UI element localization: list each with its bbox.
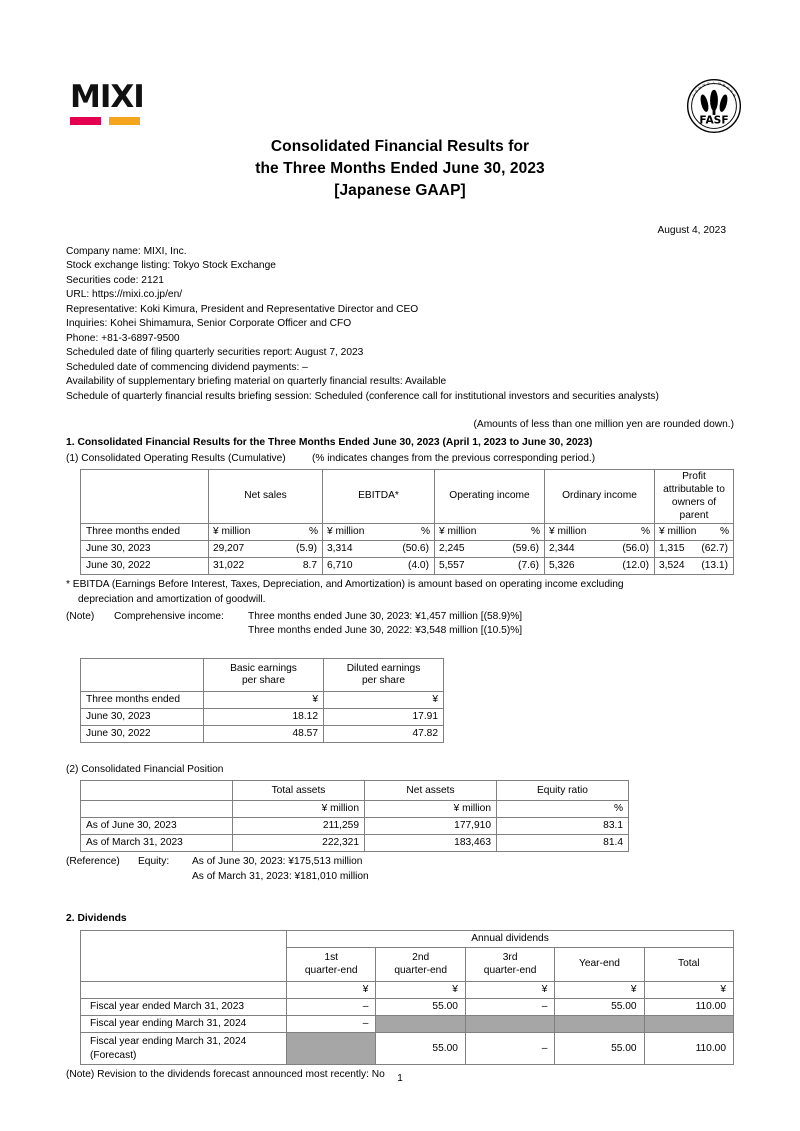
comprehensive-income-2023: Three months ended June 30, 2023: ¥1,457 million [(58.9)%] [248,610,523,622]
unit-percent: % [719,526,729,538]
cell-basic-eps: 18.12 [204,709,324,726]
reference-label: (Reference) [66,856,120,868]
equity-label: Equity: [138,856,170,868]
table-row [81,835,629,852]
unit-yen-q1: ¥ [287,982,376,999]
cell-q1: – [287,999,376,1016]
cell-value: 3,314 [327,543,353,555]
row-label: June 30, 2023 [81,709,204,726]
cell-equity-ratio: 83.1 [497,818,629,835]
header-diluted-eps [324,659,444,692]
company-info-block [66,245,734,404]
cell-value: 31,022 [213,560,245,572]
unit-operating-income [435,524,545,541]
header-total-assets: Total assets [233,781,365,801]
release-date: August 4, 2023 [657,225,726,236]
title-line-1: Consolidated Financial Results for [270,138,530,155]
unit-yen-million: ¥ million [327,526,365,538]
table-row [81,726,444,743]
title-line-2: the Three Months Ended June 30, 2023 [255,160,545,177]
header-q3 [465,948,554,982]
header-q2-line-2: quarter-end [394,964,448,976]
document-body [0,224,800,1082]
header-basic-eps-line-1: Basic earnings [230,662,297,674]
table-header-row [81,659,444,692]
spacer [66,884,734,912]
cell-pct: (59.6) [512,543,539,555]
note-label: (Note) [66,610,95,622]
row-label-header: Three months ended [81,524,209,541]
unit-ebitda [323,524,435,541]
table-row [81,541,734,558]
table-header-row [81,470,734,524]
header-basic-eps-line-2: per share [241,675,286,687]
cell-year-end-shaded [555,1016,644,1033]
header-blank [81,931,287,982]
table-row [81,1016,734,1033]
unit-yen-q3: ¥ [465,982,554,999]
header-diluted-eps-line-2: per share [361,675,406,687]
cell-value: 29,207 [213,543,245,555]
cell-net-sales [209,541,323,558]
svg-text:会: 会 [725,85,731,91]
table-row [81,818,629,835]
row-label-line-1: Fiscal year ending March 31, 2024 [90,1035,247,1047]
cell-ebitda [323,541,435,558]
unit-percent: % [530,526,540,538]
unit-yen-year-end: ¥ [555,982,644,999]
row-label: Fiscal year ended March 31, 2023 [81,999,287,1016]
section-2-subheading: (2) Consolidated Financial Position [66,764,224,776]
cell-q1-shaded [287,1033,376,1065]
unit-yen-basic: ¥ [204,692,324,709]
row-label: Fiscal year ending March 31, 2024 [81,1016,287,1033]
section-1-pct-note: (% indicates changes from the previous corresponding period.) [312,453,596,465]
cell-diluted-eps: 47.82 [324,726,444,743]
unit-yen-million: ¥ million [549,526,587,538]
cell-ordinary-income [545,558,655,575]
cell-pct: (62.7) [701,543,728,555]
unit-yen-diluted: ¥ [324,692,444,709]
cell-q3-shaded [465,1016,554,1033]
ebitda-footnote [66,578,734,607]
page-number: 1 [397,1073,403,1084]
cell-q1: – [287,1016,376,1033]
table-row [81,558,734,575]
table-unit-row [81,801,629,818]
unit-percent: % [420,526,430,538]
cell-value: 2,344 [549,543,575,555]
comprehensive-income-2022: Three months ended June 30, 2022: ¥3,548 million [(10.5)%] [248,625,523,637]
section-1-subheading: (1) Consolidated Operating Results (Cumulative) [66,453,286,465]
cell-value: 3,524 [659,560,685,572]
equity-2023-03: As of March 31, 2023: ¥181,010 million [192,870,369,882]
unit-percent: % [640,526,650,538]
comprehensive-income-label: Comprehensive income: [114,610,224,622]
cell-pct: (56.0) [622,543,649,555]
cell-pct: (50.6) [402,543,429,555]
header-blank [81,470,209,524]
row-label: June 30, 2023 [81,541,209,558]
equity-reference-line-1 [66,855,734,869]
mixi-wordmark: MIXI [70,79,144,115]
document-title [0,136,800,202]
cell-total-shaded [644,1016,733,1033]
comprehensive-income-note [66,610,734,639]
meta-url[interactable]: URL: https://mixi.co.jp/en/ [66,289,183,301]
unit-net-sales [209,524,323,541]
table-row [81,999,734,1016]
cell-q3: – [465,1033,554,1065]
logo-bar-orange [109,117,140,125]
cell-year-end: 55.00 [555,999,644,1016]
mixi-logo-bars [70,117,174,125]
logo-bar-pink [70,117,101,125]
table-row [81,709,444,726]
header-net-sales: Net sales [209,470,323,524]
unit-equity-ratio: % [497,801,629,818]
header-blank [81,781,233,801]
unit-profit-attributable [655,524,734,541]
row-label-blank [81,982,287,999]
row-label-line-2: (Forecast) [90,1049,137,1061]
cell-pct: (13.1) [701,560,728,572]
dividends-note: (Note) Revision to the dividends forecast announced most recently: No [66,1069,385,1081]
rounding-note: (Amounts of less than one million yen are rounded down.) [473,419,734,431]
cell-q2-shaded [376,1016,465,1033]
meta-inquiries: Inquiries: Kohei Shimamura, Senior Corporate Officer and CFO [66,318,352,330]
cell-total-assets: 211,259 [233,818,365,835]
cell-net-assets: 183,463 [365,835,497,852]
section-1-subheading-row [66,452,734,466]
table-unit-row [81,982,734,999]
spacer [66,743,734,763]
meta-briefing-session: Schedule of quarterly financial results briefing session: Scheduled (conference call for institutional investors and securities analysts) [66,390,659,402]
table-header-row [81,781,629,801]
meta-company-name: Company name: MIXI, Inc. [66,245,187,257]
cell-value: 5,557 [439,560,465,572]
cell-profit-attributable [655,558,734,575]
section-dividends-heading: 2. Dividends [66,912,127,924]
cell-net-assets: 177,910 [365,818,497,835]
table-unit-row [81,524,734,541]
cell-pct: (5.9) [296,543,317,555]
comprehensive-income-line-1 [66,610,734,624]
cell-net-sales [209,558,323,575]
header-profit-attributable: Profit attributable to owners of parent [655,470,734,524]
cell-total-assets: 222,321 [233,835,365,852]
section-1-heading: 1. Consolidated Financial Results for the Three Months Ended June 30, 2023 (April 1, 2023 to June 30, 2023) [66,437,593,449]
header-ebitda: EBITDA* [323,470,435,524]
row-label: June 30, 2022 [81,558,209,575]
svg-text:務: 務 [721,82,727,88]
header-q1-line-2: quarter-end [304,964,358,976]
row-label: June 30, 2022 [81,726,204,743]
header-q1 [287,948,376,982]
cell-total: 110.00 [644,1033,733,1065]
header-equity-ratio: Equity ratio [497,781,629,801]
ebitda-footnote-line-2: depreciation and amortization of goodwill. [78,593,266,605]
header-q2-line-1: 2nd [412,951,430,963]
financial-position-table [80,780,629,852]
unit-percent: % [308,526,318,538]
svg-text:益: 益 [693,88,700,94]
table-unit-row [81,692,444,709]
row-label-header: Three months ended [81,692,204,709]
meta-phone: Phone: +81-3-6897-9500 [66,332,180,344]
equity-2023-06: As of June 30, 2023: ¥175,513 million [192,856,363,868]
header-q3-line-2: quarter-end [483,964,537,976]
cell-pct: (7.6) [518,560,539,572]
unit-yen-total: ¥ [644,982,733,999]
cell-value: 5,326 [549,560,575,572]
cell-ebitda [323,558,435,575]
meta-stock-exchange: Stock exchange listing: Tokyo Stock Exchange [66,260,276,272]
header-total: Total [644,948,733,982]
meta-dividend-payment-date: Scheduled date of commencing dividend payments: – [66,361,308,373]
header-operating-income: Operating income [435,470,545,524]
header-q1-line-1: 1st [324,951,339,963]
cell-diluted-eps: 17.91 [324,709,444,726]
cell-value: 2,245 [439,543,465,555]
cell-ordinary-income [545,541,655,558]
svg-text:財: 財 [697,85,703,91]
cell-operating-income [435,558,545,575]
operating-results-table [80,469,734,575]
svg-text:公: 公 [691,92,697,98]
header-net-assets: Net assets [365,781,497,801]
cell-value: 6,710 [327,560,353,572]
title-line-3: [Japanese GAAP] [334,182,466,199]
svg-text:FASF: FASF [699,113,729,127]
table-row [81,1033,734,1065]
svg-text:計: 計 [728,88,735,94]
header-annual-dividends: Annual dividends [287,931,734,948]
mixi-logo [70,79,174,125]
cell-value: 1,315 [659,543,685,555]
row-label [81,1033,287,1065]
meta-filing-date: Scheduled date of filing quarterly securities report: August 7, 2023 [66,347,364,359]
cell-q3: – [465,999,554,1016]
header-basic-eps [204,659,324,692]
cell-operating-income [435,541,545,558]
meta-securities-code: Securities code: 2121 [66,274,164,286]
svg-text:人: 人 [711,81,715,86]
eps-table [80,658,444,743]
unit-total-assets: ¥ million [233,801,365,818]
dividends-table [80,930,734,1065]
masthead [0,0,800,127]
unit-yen-q2: ¥ [376,982,465,999]
cell-pct: 8.7 [302,560,317,572]
cell-q2: 55.00 [376,999,465,1016]
meta-briefing-material: Availability of supplementary briefing material on quarterly financial results: Available [66,376,447,388]
table-group-header-row [81,931,734,948]
cell-q2: 55.00 [376,1033,465,1065]
cell-total: 110.00 [644,999,733,1016]
row-label: As of March 31, 2023 [81,835,233,852]
meta-representative: Representative: Koki Kimura, President and Representative Director and CEO [66,303,419,315]
unit-yen-million: ¥ million [439,526,477,538]
header-blank [81,659,204,692]
header-ordinary-income: Ordinary income [545,470,655,524]
unit-yen-million: ¥ million [659,526,697,538]
header-diluted-eps-line-1: Diluted earnings [346,662,421,674]
cell-basic-eps: 48.57 [204,726,324,743]
row-label-blank [81,801,233,818]
cell-pct: (4.0) [408,560,429,572]
unit-yen-million: ¥ million [213,526,251,538]
header-q2 [376,948,465,982]
cell-pct: (12.0) [622,560,649,572]
cell-equity-ratio: 81.4 [497,835,629,852]
header-q3-line-1: 3rd [502,951,518,963]
svg-text:財: 財 [717,81,722,87]
cell-profit-attributable [655,541,734,558]
equity-reference-note [66,855,734,884]
svg-text:団: 団 [701,82,707,88]
header-year-end: Year-end [555,948,644,982]
fasf-seal [686,78,742,134]
ebitda-footnote-line-1: * EBITDA (Earnings Before Interest, Taxes, Depreciation, and Amortization) is amount based on operating income excluding [66,579,624,591]
row-label: As of June 30, 2023 [81,818,233,835]
svg-text:法: 法 [706,81,711,87]
svg-text:基: 基 [731,92,737,98]
cell-year-end: 55.00 [555,1033,644,1065]
unit-net-assets: ¥ million [365,801,497,818]
unit-ordinary-income [545,524,655,541]
